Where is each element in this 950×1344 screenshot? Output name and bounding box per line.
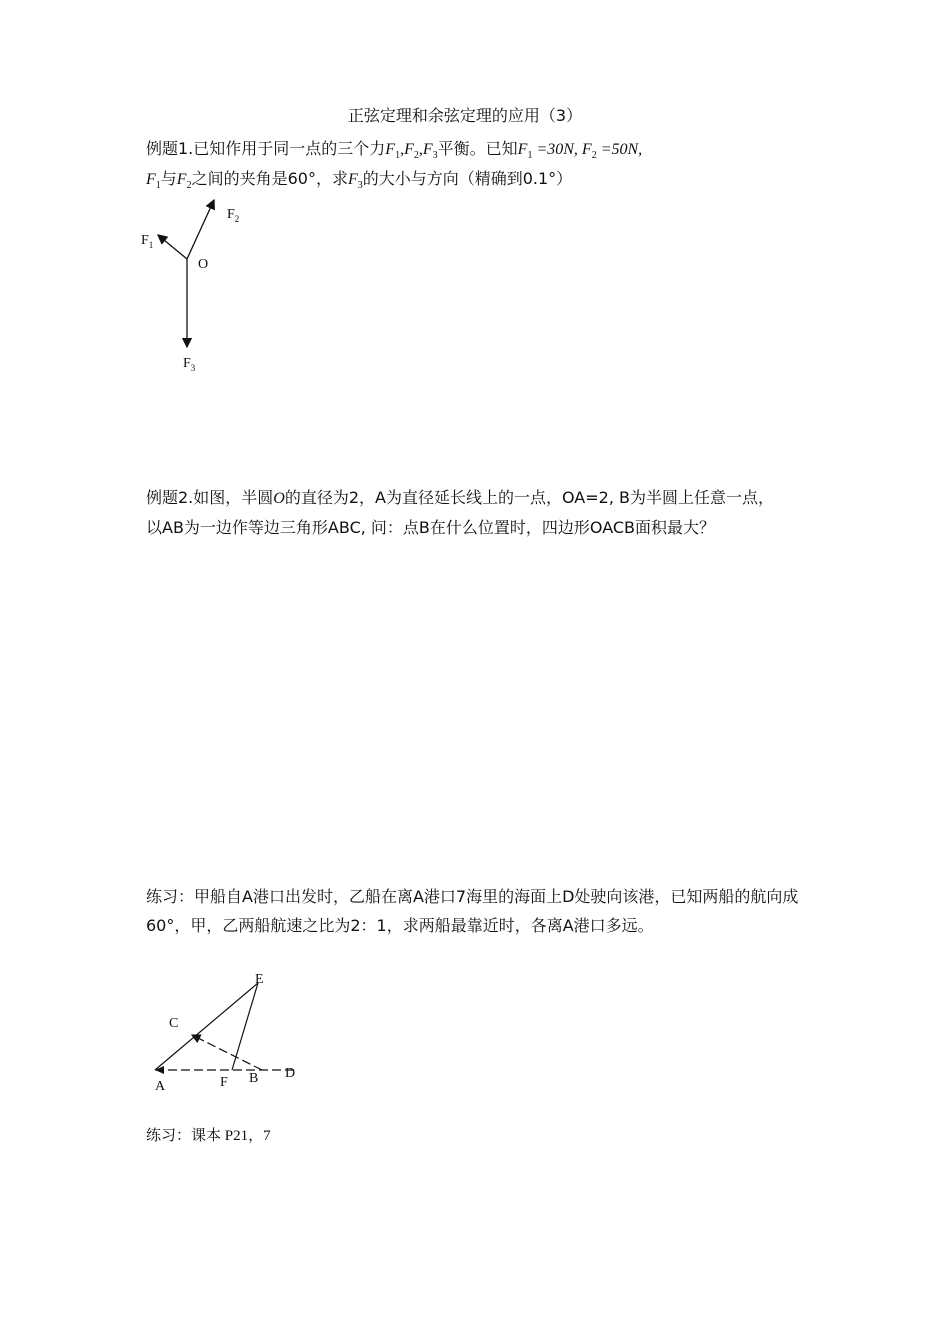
example2-line2: 以AB为一边作等边三角形ABC, 问：点B在什么位置时，四边形OACB面积最大？: [146, 518, 716, 537]
var-f: F: [517, 141, 528, 158]
label-f2: $F_2$: [227, 207, 240, 224]
var-f: F: [176, 171, 187, 188]
label-e: E: [255, 972, 264, 987]
line-b-c: [192, 1035, 262, 1070]
label-f1: $F_1$: [141, 233, 154, 250]
sub: 2: [591, 150, 597, 162]
practice1-line2: 60°，甲，乙两船航速之比为2：1，求两船最靠近时，各离A港口多远。: [146, 916, 654, 935]
example2-text-a: 例题2.如图，半圆: [146, 488, 274, 507]
example1-text-c: 与: [160, 169, 177, 188]
label-b: B: [249, 1071, 259, 1086]
comma: ,: [418, 141, 423, 158]
sub: 2: [186, 180, 192, 192]
var-f: F: [347, 171, 358, 188]
example2-text-b: 的直径为2，A为直径延长线上的一点，OA=2, B为半圆上任意一点，: [284, 488, 774, 507]
example1-text-a: 已知作用于同一点的三个力: [193, 141, 386, 158]
sub: 1: [395, 150, 401, 162]
label-d: D: [285, 1066, 296, 1081]
example1-text-d: 之间的夹角是60°，求: [191, 169, 348, 188]
sub: 1: [527, 150, 533, 162]
label-a: A: [155, 1079, 166, 1094]
sub: 2: [413, 150, 419, 162]
arrow-a: [155, 1066, 164, 1074]
var-f: F: [404, 141, 414, 158]
example1-prefix: 例题1.: [146, 139, 194, 158]
example1-text-e: 的大小与方向（精确到0.1°）: [362, 169, 573, 188]
sub: 1: [155, 180, 161, 192]
var-o: O: [273, 490, 285, 507]
var-f: F: [146, 171, 156, 188]
practice2-text: 练习：课本 P21，7: [146, 1128, 271, 1144]
sub: 3: [432, 150, 438, 162]
label-f3: $F_3$: [183, 356, 196, 373]
var-f: F: [385, 141, 396, 158]
example1-text-b: 平衡。已知: [437, 141, 518, 158]
sub: 3: [357, 180, 363, 192]
label-c: C: [169, 1016, 179, 1031]
var-f: F: [581, 141, 592, 158]
practice1-line1: 练习：甲船自A港口出发时，乙船在离A港口7海里的海面上D处驶向该港，已知两船的航向成: [146, 887, 799, 906]
comma: ,: [400, 141, 405, 158]
label-o: O: [198, 257, 209, 272]
var-f: F: [422, 141, 433, 158]
equation: =30N,: [532, 141, 582, 158]
label-f: F: [220, 1075, 228, 1090]
equation: =50N,: [596, 141, 643, 158]
page-title: 正弦定理和余弦定理的应用（3）: [347, 106, 583, 125]
